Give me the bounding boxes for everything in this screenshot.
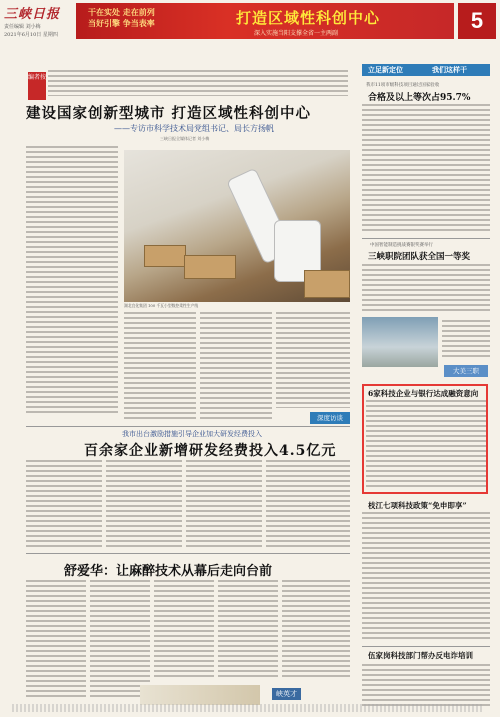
article-column-3 <box>200 312 272 420</box>
right-column-header <box>362 64 490 76</box>
right-item5-text <box>362 664 490 706</box>
article-column-2 <box>124 312 196 420</box>
right-item2-title: 三峡职院团队获全国一等奖 <box>368 252 471 262</box>
photo-caption: 湖北宜化集团 100 千瓦小型数控柔性生产线 <box>124 303 199 308</box>
carton-shape <box>184 255 236 279</box>
main-headline: 建设国家创新型城市 打造区域性科创中心 <box>26 105 312 122</box>
main-subheadline: ——专访市科学技术局党组书记、局长方扬帆 <box>114 124 274 133</box>
right-item2-text <box>362 264 490 314</box>
section-divider <box>26 426 350 427</box>
newspaper-logo: 三峡日报 <box>4 7 61 22</box>
article3-column-2 <box>90 580 150 698</box>
banner-subtitle: 深入实施当阳支撑全省一主两副 <box>254 30 339 37</box>
right-divider <box>362 238 490 239</box>
carton-shape <box>144 245 186 267</box>
bottom-badge: 峡英才 <box>272 688 301 700</box>
right-item2-subtitle: 中国智能制造挑战赛银奖赛举行 <box>370 243 433 248</box>
right-header-left: 立足新定位 <box>368 65 403 74</box>
page-number: 5 <box>458 3 496 39</box>
main-byline: 三峡日报全媒体记者 刘小梅 <box>160 136 210 141</box>
right-item1-subtitle: 我市11项市级科技项目通过国家验收 <box>366 83 440 88</box>
third-article-headline: 舒爱华：让麻醉技术从幕后走向台前 <box>64 564 273 579</box>
deep-interview-label: 深度访谈 <box>310 412 350 424</box>
factory-robot-photo <box>124 150 350 302</box>
article-column-4 <box>276 312 350 408</box>
carton-shape <box>304 270 350 298</box>
article3-column-5 <box>282 580 350 680</box>
second-article-headline: 百余家企业新增研发经费投入4.5亿元 <box>84 443 337 459</box>
article3-column-3 <box>154 580 214 680</box>
bottom-decorative-strip <box>140 685 260 705</box>
masthead-editor: 责任编辑 刘小梅 <box>4 24 41 30</box>
article3-column-4 <box>218 580 278 680</box>
page-banner <box>76 3 454 39</box>
right-divider <box>362 646 490 647</box>
banner-title: 打造区域性科创中心 <box>236 9 381 27</box>
right-item2-tag: 大美三职 <box>444 365 488 377</box>
right-header-right: 我们这样干 <box>432 65 467 74</box>
editor-note-text <box>48 70 348 96</box>
masthead <box>4 3 74 38</box>
right-item5-title: 伍家岗科技部门帮办反电诈培训 <box>368 651 473 660</box>
article3-column-1 <box>26 580 86 698</box>
article2-column-2 <box>106 460 182 550</box>
right-item1-title: 合格及以上等次占95.7% <box>368 93 471 103</box>
article-column-1 <box>26 146 118 416</box>
masthead-date: 2021年6月10日 星期四 <box>4 32 58 38</box>
right-item3-title: 6家科技企业与银行达成融资意向 <box>368 389 479 398</box>
right-item2-text-2 <box>442 320 490 360</box>
page-footer <box>12 704 482 712</box>
right-item1-text <box>362 104 490 234</box>
right-item4-text <box>362 512 490 640</box>
article2-column-4 <box>266 460 350 550</box>
banner-slogan-1: 干在实处 走在前列 <box>88 7 155 17</box>
right-column <box>360 44 496 712</box>
editor-note-tag: 编者按 <box>28 72 46 100</box>
article2-column-3 <box>186 460 262 550</box>
section-divider <box>26 553 350 554</box>
banner-slogan-2: 当好引擎 争当表率 <box>88 18 155 28</box>
second-article-subtitle: 我市出台激励措施引导企业加大研发经费投入 <box>122 430 262 438</box>
article2-column-1 <box>26 460 102 550</box>
right-item2-photo <box>362 317 438 367</box>
right-item3-text <box>366 400 486 490</box>
right-item4-title: 枝江七项科技政策“免申即享” <box>368 501 467 510</box>
